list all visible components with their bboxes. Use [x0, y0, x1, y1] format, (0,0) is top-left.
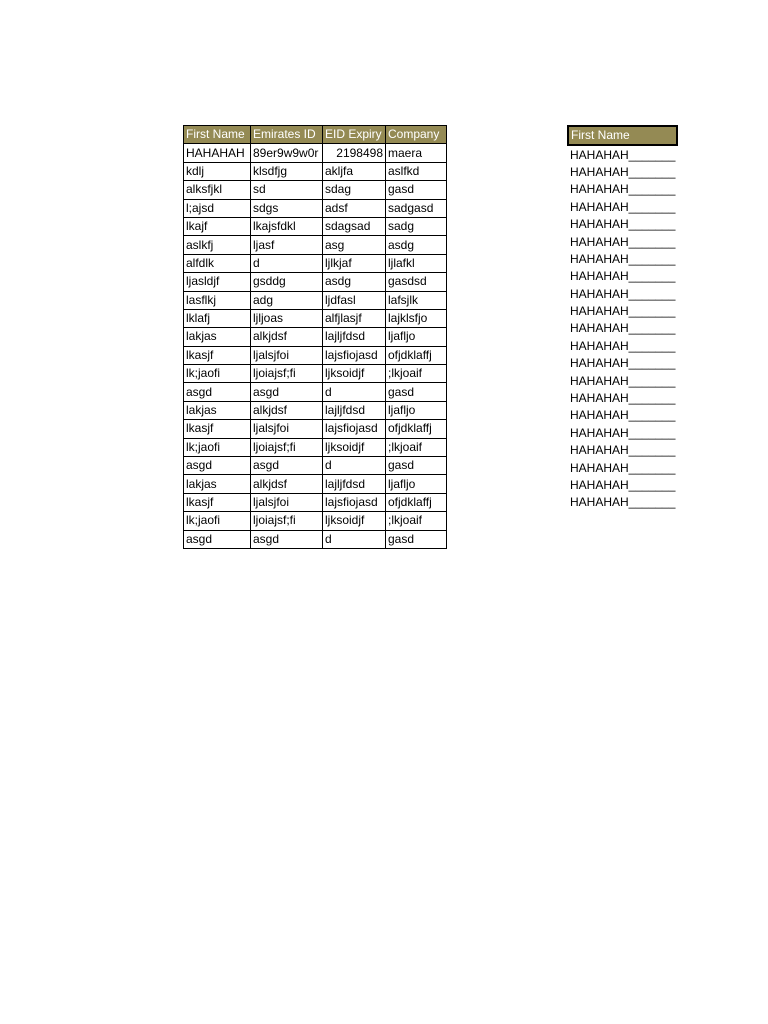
side-cell-first-name: HAHAHAH_______ [570, 373, 676, 388]
cell-company: gasd [386, 457, 447, 475]
side-cell-first-name: HAHAHAH_______ [570, 234, 676, 249]
table-row [184, 273, 447, 291]
table-row [184, 236, 447, 254]
side-cell-first-name: HAHAHAH_______ [570, 269, 676, 284]
cell-first-name: lasflkj [184, 291, 251, 309]
cell-company: ;lkjoaif [386, 438, 447, 456]
side-cell-first-name: HAHAHAH_______ [570, 199, 676, 214]
cell-eid-expiry: asdg [323, 273, 386, 291]
side-table-row [568, 338, 677, 355]
cell-emirates-id: ljoiajsf;fi [251, 438, 323, 456]
side-table-row [568, 390, 677, 407]
cell-first-name: asgd [184, 383, 251, 401]
cell-company: aslfkd [386, 162, 447, 180]
cell-first-name: alfdlk [184, 254, 251, 272]
cell-company: maera [386, 144, 447, 162]
table-row [184, 475, 447, 493]
cell-emirates-id: ljalsjfoi [251, 493, 323, 511]
cell-company: sadgasd [386, 199, 447, 217]
cell-company: ;lkjoaif [386, 512, 447, 530]
side-table-row [568, 425, 677, 442]
table-row [184, 530, 447, 548]
side-cell-first-name: HAHAHAH_______ [570, 147, 676, 162]
side-cell-first-name: HAHAHAH_______ [570, 443, 676, 458]
cell-company: ofjdklaffj [386, 420, 447, 438]
cell-company: gasd [386, 181, 447, 199]
header-row [184, 126, 447, 144]
cell-first-name: lkasjf [184, 493, 251, 511]
cell-emirates-id: asgd [251, 530, 323, 548]
cell-eid-expiry: adsf [323, 199, 386, 217]
cell-eid-expiry: d [323, 383, 386, 401]
table-row [184, 457, 447, 475]
table-row [184, 420, 447, 438]
cell-company: ofjdklaffj [386, 346, 447, 364]
side-column-header-first-name: First Name [568, 126, 677, 145]
cell-first-name: l;ajsd [184, 199, 251, 217]
side-table-row [568, 233, 677, 250]
cell-first-name: lakjas [184, 401, 251, 419]
side-table-row [568, 268, 677, 285]
side-cell-first-name: HAHAHAH_______ [570, 251, 676, 266]
side-name-table [567, 125, 678, 512]
cell-first-name: lkasjf [184, 346, 251, 364]
side-cell-first-name: HAHAHAH_______ [570, 408, 676, 423]
cell-eid-expiry: ljlkjaf [323, 254, 386, 272]
main-data-table [183, 125, 447, 549]
side-table-row [568, 251, 677, 268]
cell-emirates-id: alkjdsf [251, 401, 323, 419]
cell-first-name: lkajf [184, 217, 251, 235]
cell-company: gasd [386, 530, 447, 548]
cell-company: ljlafkl [386, 254, 447, 272]
cell-first-name: HAHAHAH [184, 144, 251, 162]
side-table-row [568, 199, 677, 216]
side-table-row [568, 181, 677, 198]
table-row [184, 401, 447, 419]
cell-first-name: asgd [184, 530, 251, 548]
side-table-row [568, 303, 677, 320]
cell-eid-expiry: d [323, 530, 386, 548]
side-cell-first-name: HAHAHAH_______ [570, 338, 676, 353]
side-header-row [568, 126, 677, 145]
cell-emirates-id: alkjdsf [251, 475, 323, 493]
cell-first-name: lk;jaofi [184, 512, 251, 530]
cell-eid-expiry: ljdfasl [323, 291, 386, 309]
table-row [184, 383, 447, 401]
side-table-row [568, 145, 677, 163]
cell-company: asdg [386, 236, 447, 254]
cell-emirates-id: lkajsfdkl [251, 217, 323, 235]
side-table-row [568, 355, 677, 372]
cell-eid-expiry: alfjlasjf [323, 309, 386, 327]
side-cell-first-name: HAHAHAH_______ [570, 478, 676, 492]
side-cell-first-name: HAHAHAH_______ [570, 164, 676, 179]
column-header-first-name: First Name [184, 126, 251, 144]
table-row [184, 254, 447, 272]
cell-eid-expiry: lajljfdsd [323, 401, 386, 419]
table-row [184, 512, 447, 530]
table-row [184, 493, 447, 511]
cell-company: sadg [386, 217, 447, 235]
cell-eid-expiry: ljksoidjf [323, 438, 386, 456]
cell-company: ljafljo [386, 401, 447, 419]
cell-emirates-id: 89er9w9w0r [251, 144, 323, 162]
cell-emirates-id: ljljoas [251, 309, 323, 327]
cell-eid-expiry: lajsfiojasd [323, 420, 386, 438]
side-table-row [568, 286, 677, 303]
cell-emirates-id: ljoiajsf;fi [251, 365, 323, 383]
cell-company: ljafljo [386, 328, 447, 346]
cell-emirates-id: ljalsjfoi [251, 346, 323, 364]
cell-company: gasdsd [386, 273, 447, 291]
cell-first-name: ljasldjf [184, 273, 251, 291]
cell-eid-expiry: asg [323, 236, 386, 254]
side-cell-first-name: HAHAHAH_______ [570, 286, 676, 301]
cell-eid-expiry: ljksoidjf [323, 365, 386, 383]
table-row [184, 181, 447, 199]
cell-eid-expiry: lajljfdsd [323, 475, 386, 493]
cell-emirates-id: ljalsjfoi [251, 420, 323, 438]
table-row [184, 346, 447, 364]
table-row [184, 199, 447, 217]
cell-emirates-id: asgd [251, 383, 323, 401]
cell-company: lajklsfjo [386, 309, 447, 327]
side-table-row [568, 442, 677, 459]
cell-emirates-id: klsdfjg [251, 162, 323, 180]
table-row [184, 162, 447, 180]
cell-eid-expiry: lajsfiojasd [323, 346, 386, 364]
side-cell-first-name: HAHAHAH_______ [570, 460, 676, 475]
table-row [184, 309, 447, 327]
side-table-row [568, 407, 677, 424]
table-row [184, 365, 447, 383]
cell-eid-expiry: sdag [323, 181, 386, 199]
side-table-row [568, 372, 677, 389]
cell-first-name: lakjas [184, 475, 251, 493]
cell-emirates-id: ljasf [251, 236, 323, 254]
cell-eid-expiry: 2198498 [323, 144, 386, 162]
cell-emirates-id: alkjdsf [251, 328, 323, 346]
cell-emirates-id: sdgs [251, 199, 323, 217]
cell-emirates-id: sd [251, 181, 323, 199]
side-table-row [568, 494, 677, 511]
side-cell-first-name: HAHAHAH_______ [570, 217, 676, 232]
table-row [184, 144, 447, 162]
side-cell-first-name: HAHAHAH_______ [570, 321, 676, 336]
side-table-row [568, 477, 677, 494]
cell-eid-expiry: akljfa [323, 162, 386, 180]
cell-first-name: kdlj [184, 162, 251, 180]
cell-first-name: lakjas [184, 328, 251, 346]
side-table-row [568, 320, 677, 337]
cell-eid-expiry: lajljfdsd [323, 328, 386, 346]
cell-eid-expiry: lajsfiojasd [323, 493, 386, 511]
cell-eid-expiry: ljksoidjf [323, 512, 386, 530]
cell-first-name: lklafj [184, 309, 251, 327]
side-table-row [568, 459, 677, 476]
cell-emirates-id: ljoiajsf;fi [251, 512, 323, 530]
cell-emirates-id: adg [251, 291, 323, 309]
side-cell-first-name: HAHAHAH_______ [570, 304, 676, 319]
cell-eid-expiry: d [323, 457, 386, 475]
cell-first-name: alksfjkl [184, 181, 251, 199]
table-row [184, 217, 447, 235]
cell-first-name: aslkfj [184, 236, 251, 254]
cell-eid-expiry: sdagsad [323, 217, 386, 235]
side-cell-first-name: HAHAHAH_______ [570, 182, 676, 197]
column-header-eid-expiry: EID Expiry [323, 126, 386, 144]
side-table-row [568, 216, 677, 233]
table-row [184, 328, 447, 346]
cell-first-name: lkasjf [184, 420, 251, 438]
cell-first-name: asgd [184, 457, 251, 475]
side-cell-first-name: HAHAHAH_______ [570, 356, 676, 371]
side-cell-first-name: HAHAHAH_______ [570, 495, 676, 510]
cell-emirates-id: asgd [251, 457, 323, 475]
cell-first-name: lk;jaofi [184, 438, 251, 456]
side-table-row [568, 164, 677, 181]
column-header-emirates-id: Emirates ID [251, 126, 323, 144]
side-cell-first-name: HAHAHAH_______ [570, 425, 676, 440]
side-cell-first-name: HAHAHAH_______ [570, 391, 676, 406]
cell-company: ljafljo [386, 475, 447, 493]
cell-emirates-id: d [251, 254, 323, 272]
table-row [184, 438, 447, 456]
table-row [184, 291, 447, 309]
cell-company: lafsjlk [386, 291, 447, 309]
column-header-company: Company [386, 126, 447, 144]
cell-emirates-id: gsddg [251, 273, 323, 291]
cell-company: ;lkjoaif [386, 365, 447, 383]
cell-first-name: lk;jaofi [184, 365, 251, 383]
cell-company: gasd [386, 383, 447, 401]
cell-company: ofjdklaffj [386, 493, 447, 511]
